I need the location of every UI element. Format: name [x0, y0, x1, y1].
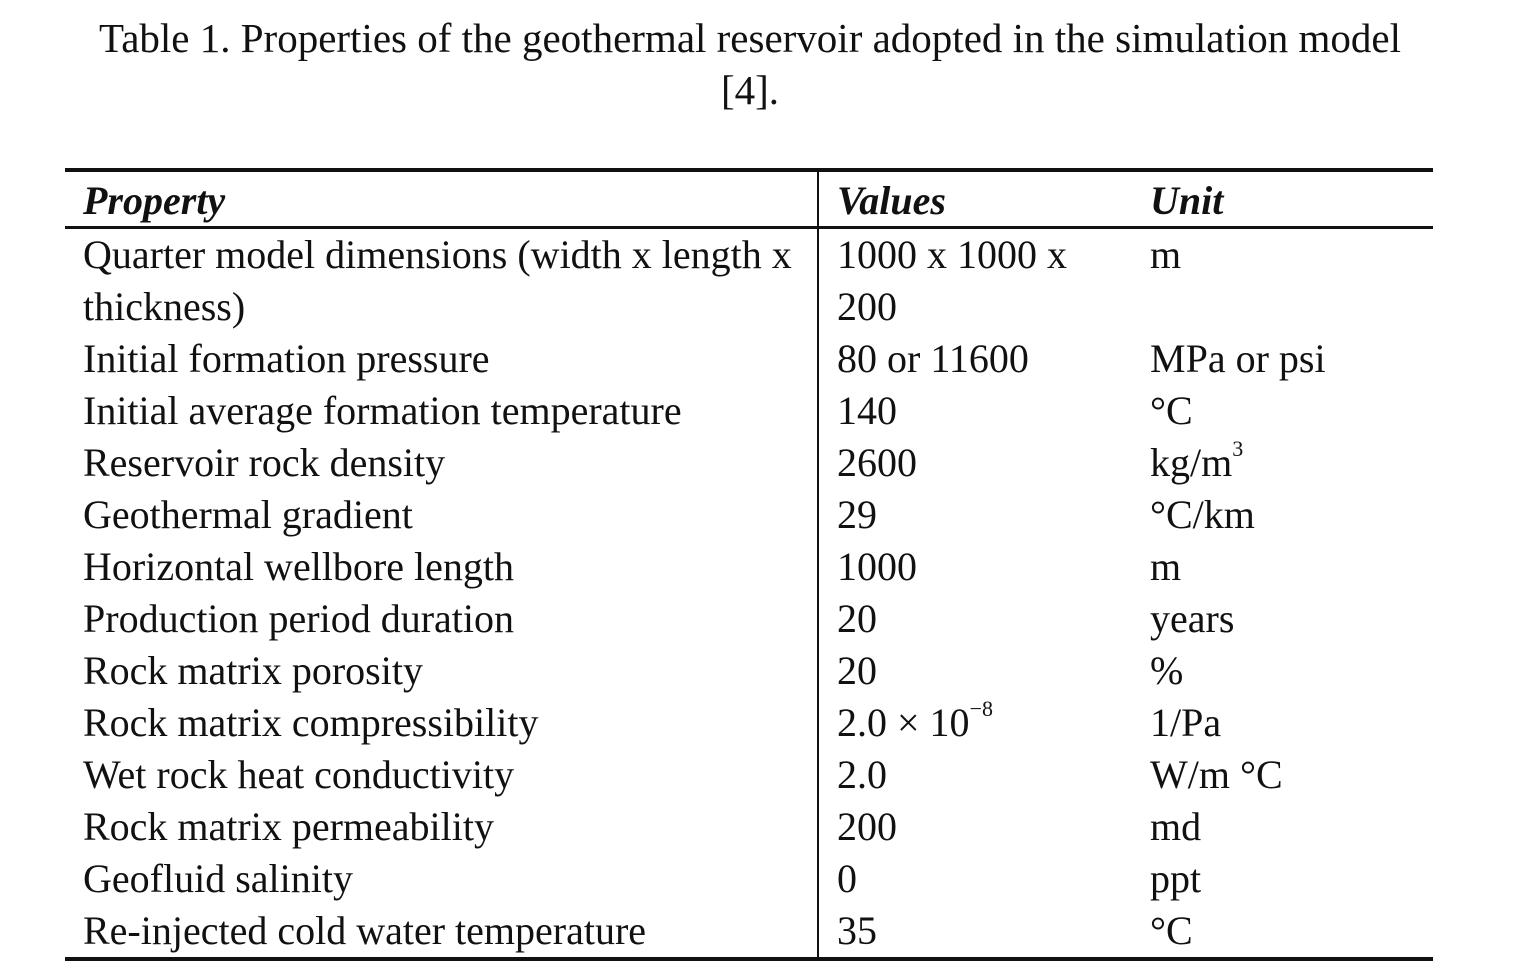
- cell-property: Initial average formation temperature: [65, 385, 818, 437]
- table-row: [65, 853, 1433, 905]
- properties-table-container: [65, 168, 1433, 961]
- cell-value: 200: [837, 804, 897, 849]
- table-row: [65, 489, 1433, 541]
- table-row: [65, 437, 1433, 489]
- table-row: [65, 697, 1433, 749]
- cell-value: 1000: [837, 544, 917, 589]
- cell-unit: W/m °C: [1150, 752, 1283, 797]
- cell-value: 0: [837, 856, 857, 901]
- cell-value: 2.0: [837, 752, 887, 797]
- caption-line-1: Table 1. Properties of the geothermal reservoir adopted in the simulation model: [99, 15, 1401, 61]
- cell-unit: ppt: [1150, 856, 1202, 901]
- cell-value: 29: [837, 492, 877, 537]
- cell-unit: °C: [1150, 388, 1193, 433]
- cell-property: Initial formation pressure: [65, 333, 818, 385]
- unit-text: kg/m: [1150, 440, 1233, 485]
- cell-property: Reservoir rock density: [65, 437, 818, 489]
- table-row: [65, 801, 1433, 853]
- header-unit: Unit: [1150, 178, 1224, 223]
- cell-property: Quarter model dimensions (width x length x thickness): [65, 228, 818, 334]
- cell-property: Horizontal wellbore length: [65, 541, 818, 593]
- table-row: [65, 749, 1433, 801]
- cell-property: Wet rock heat conductivity: [65, 749, 818, 801]
- table-row: [65, 228, 1433, 334]
- cell-property: Rock matrix permeability: [65, 801, 818, 853]
- cell-unit: years: [1150, 596, 1235, 641]
- table-caption: [0, 12, 1500, 116]
- header-property: Property: [65, 170, 818, 228]
- cell-value: [818, 697, 1134, 749]
- header-values: Values: [837, 178, 946, 223]
- value-text: 2.0 × 10: [837, 700, 970, 745]
- cell-property: Production period duration: [65, 593, 818, 645]
- cell-value: 20: [837, 596, 877, 641]
- cell-unit: md: [1150, 804, 1202, 849]
- unit-superscript: 3: [1232, 436, 1244, 461]
- cell-value: 2600: [837, 440, 917, 485]
- cell-property: Re-injected cold water temperature: [65, 905, 818, 959]
- cell-property: Rock matrix porosity: [65, 645, 818, 697]
- table-row: [65, 645, 1433, 697]
- properties-table: [65, 168, 1433, 961]
- cell-property: Geofluid salinity: [65, 853, 818, 905]
- cell-value: 1000 x 1000 x 200: [837, 232, 1067, 329]
- table-header-row: [65, 170, 1433, 228]
- cell-value: 20: [837, 648, 877, 693]
- table-row: [65, 541, 1433, 593]
- cell-property: Rock matrix compressibility: [65, 697, 818, 749]
- cell-unit: MPa or psi: [1150, 336, 1326, 381]
- cell-value: 140: [837, 388, 897, 433]
- cell-value: 80 or 11600: [837, 336, 1029, 381]
- cell-unit: m: [1150, 232, 1182, 277]
- table-row: [65, 333, 1433, 385]
- cell-unit: [1134, 437, 1433, 489]
- table-row: [65, 593, 1433, 645]
- caption-line-2: [4].: [720, 67, 780, 113]
- cell-value: 35: [818, 905, 1134, 959]
- cell-property: Geothermal gradient: [65, 489, 818, 541]
- cell-unit: °C/km: [1150, 492, 1255, 537]
- value-superscript: −8: [969, 696, 993, 721]
- cell-unit: 1/Pa: [1150, 700, 1222, 745]
- table-row: [65, 905, 1433, 959]
- cell-unit: m: [1150, 544, 1182, 589]
- table-row: [65, 385, 1433, 437]
- cell-unit: °C: [1134, 905, 1433, 959]
- cell-unit: %: [1150, 648, 1184, 693]
